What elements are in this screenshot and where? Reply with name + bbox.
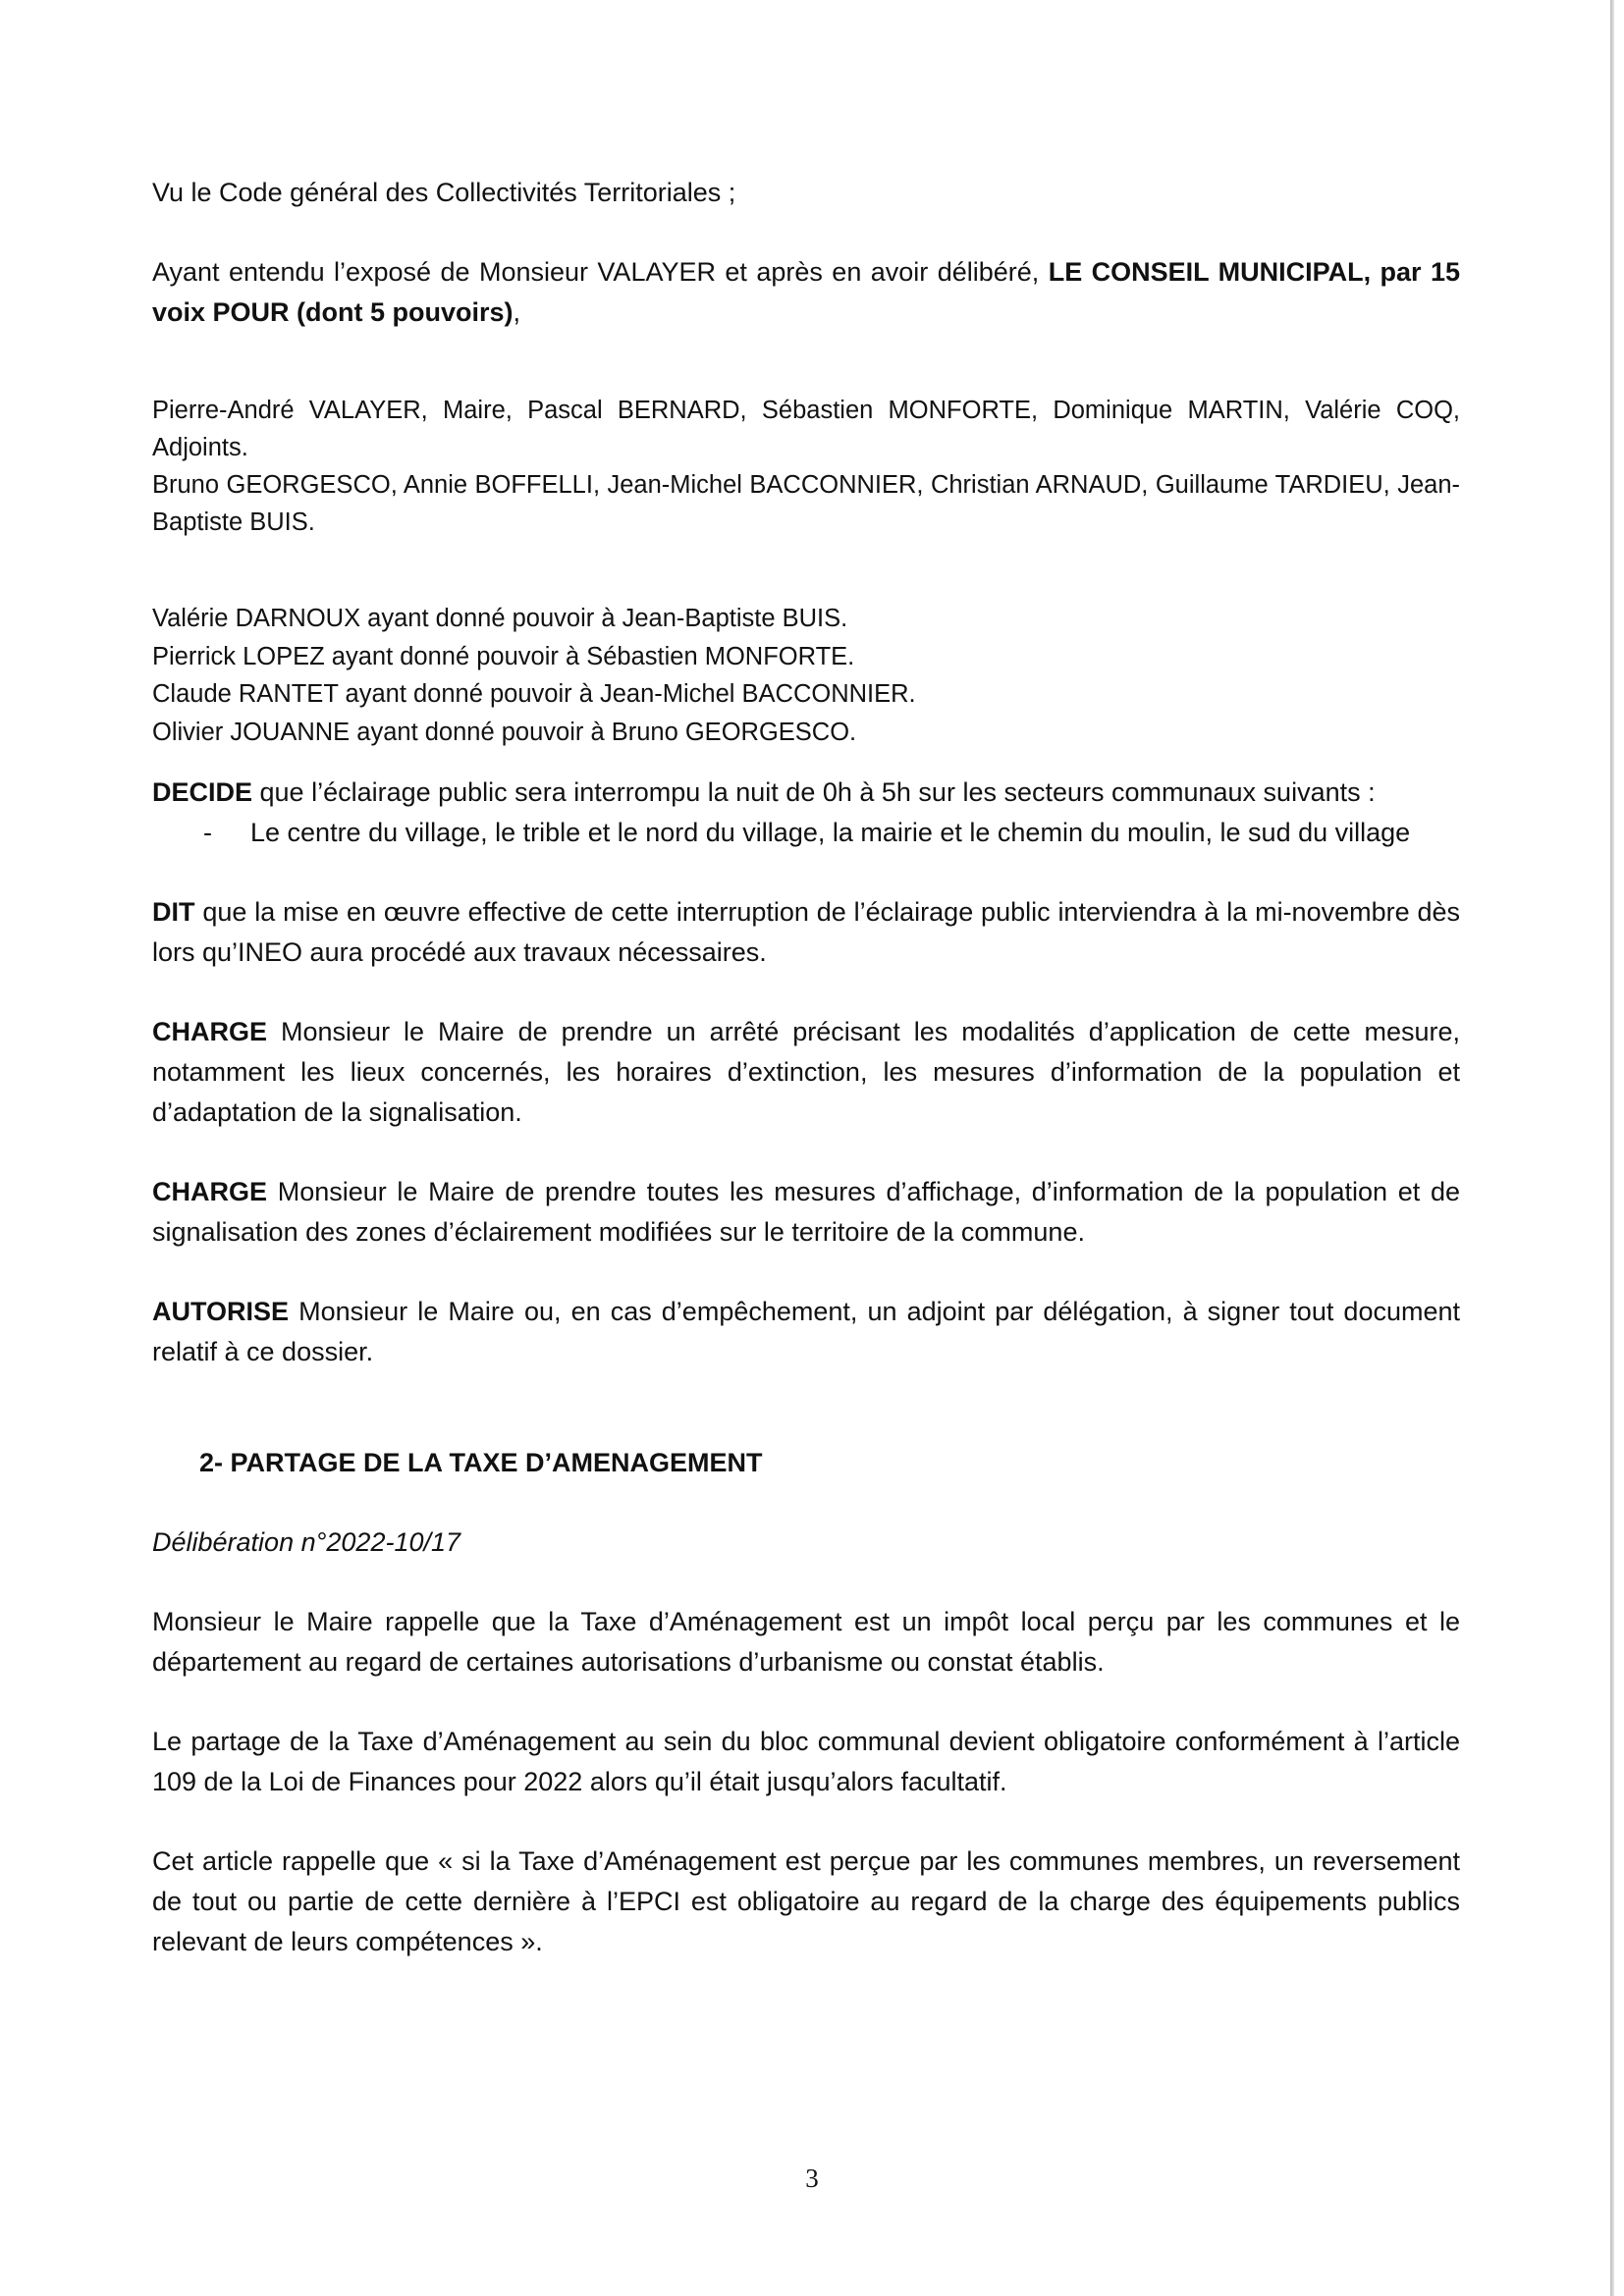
council-vote-result: LE CONSEIL MUNICIPAL, par 15 voix POUR (dont 5 pouvoirs) bbox=[152, 257, 1460, 327]
proxy-item: Pierrick LOPEZ ayant donné pouvoir à Sébastien MONFORTE. bbox=[152, 642, 855, 670]
deliberation-number: Délibération n°2022-10/17 bbox=[152, 1527, 461, 1557]
sectors-list bbox=[152, 813, 1460, 853]
sectors-text: Le centre du village, le trible et le nord du village, la mairie et le chemin du moulin, le sud du village bbox=[250, 818, 1411, 847]
attendees-adjoints: Pierre-André VALAYER, Maire, Pascal BERNARD, Sébastien MONFORTE, Dominique MARTIN, Valérie COQ, Adjoints. bbox=[152, 397, 1460, 461]
council-vote-paragraph bbox=[152, 252, 1460, 333]
charge-keyword: CHARGE bbox=[152, 1017, 268, 1046]
document-body bbox=[152, 173, 1460, 1962]
charge-keyword: CHARGE bbox=[152, 1177, 268, 1206]
attendees-block bbox=[152, 392, 1460, 541]
scan-edge-line bbox=[1610, 0, 1614, 2296]
proxies-list bbox=[152, 600, 1460, 751]
section-title: 2- PARTAGE DE LA TAXE D’AMENAGEMENT bbox=[199, 1448, 763, 1477]
legal-basis-line: Vu le Code général des Collectivités Territoriales ; bbox=[152, 178, 736, 207]
dit-keyword: DIT bbox=[152, 897, 195, 927]
proxy-item: Olivier JOUANNE ayant donné pouvoir à Bruno GEORGESCO. bbox=[152, 718, 857, 746]
autorise-text: Monsieur le Maire ou, en cas d’empêchement, un adjoint par délégation, à signer tout document relatif à ce dossier. bbox=[152, 1297, 1460, 1366]
taxe-intro-paragraph: Monsieur le Maire rappelle que la Taxe d’Aménagement est un impôt local perçu par les communes et le département au regard de certaines autorisations d’urbanisme ou constat établis. bbox=[152, 1607, 1460, 1677]
autorise-paragraph bbox=[152, 1292, 1460, 1372]
taxe-article-paragraph: Cet article rappelle que « si la Taxe d’Aménagement est perçue par les communes membres, un reversement de tout ou partie de cette dernière à l’EPCI est obligatoire au regard de la charge des équipements publics relevant de leurs compétences ». bbox=[152, 1846, 1460, 1956]
proxy-item: Claude RANTET ayant donné pouvoir à Jean-Michel BACCONNIER. bbox=[152, 680, 916, 708]
dit-text: que la mise en œuvre effective de cette interruption de l’éclairage public interviendra à la mi-novembre dès lors qu’INEO aura procédé aux travaux nécessaires. bbox=[152, 897, 1460, 967]
page-number: 3 bbox=[805, 2163, 819, 2193]
decide-keyword: DECIDE bbox=[152, 777, 253, 807]
decide-paragraph bbox=[152, 773, 1460, 813]
dit-paragraph bbox=[152, 892, 1460, 973]
council-vote-prefix: Ayant entendu l’exposé de Monsieur VALAYER et après en avoir délibéré, bbox=[152, 257, 1049, 287]
proxy-item: Valérie DARNOUX ayant donné pouvoir à Jean-Baptiste BUIS. bbox=[152, 605, 848, 632]
charge-affichage-paragraph bbox=[152, 1172, 1460, 1253]
charge-arrete-paragraph bbox=[152, 1012, 1460, 1133]
decide-text: que l’éclairage public sera interrompu la nuit de 0h à 5h sur les secteurs communaux suivants : bbox=[252, 777, 1376, 807]
list-dash: - bbox=[203, 818, 212, 847]
autorise-keyword: AUTORISE bbox=[152, 1297, 290, 1326]
attendees-conseillers: Bruno GEORGESCO, Annie BOFFELLI, Jean-Michel BACCONNIER, Christian ARNAUD, Guillaume TARDIEU, Jean-Baptiste BUIS. bbox=[152, 471, 1460, 536]
council-vote-suffix: , bbox=[513, 297, 521, 327]
charge-affichage-text: Monsieur le Maire de prendre toutes les mesures d’affichage, d’information de la population et de signalisation des zones d’éclairement modifiées sur le territoire de la commune. bbox=[152, 1177, 1460, 1247]
charge-arrete-text: Monsieur le Maire de prendre un arrêté précisant les modalités d’application de cette mesure, notamment les lieux concernés, les horaires d’extinction, les mesures d’information de la population et d’adaptation de la signalisation. bbox=[152, 1017, 1460, 1127]
taxe-partage-paragraph: Le partage de la Taxe d’Aménagement au sein du bloc communal devient obligatoire conformément à l’article 109 de la Loi de Finances pour 2022 alors qu’il était jusqu’alors facultatif. bbox=[152, 1727, 1460, 1796]
sectors-list-item bbox=[152, 813, 1460, 853]
